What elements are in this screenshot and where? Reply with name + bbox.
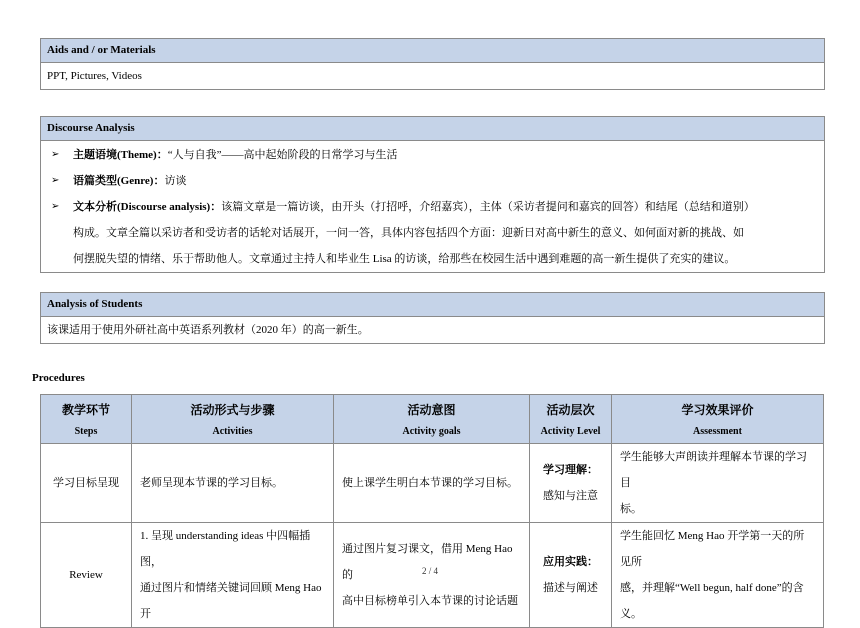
discourse-item-genre bbox=[47, 168, 818, 194]
arrow-bullet-icon: ➢ bbox=[51, 201, 60, 212]
cell-activities: 老师呈现本节课的学习目标。 bbox=[132, 444, 334, 523]
cell-activities: 1. 呈现 understanding ideas 中四幅插图， 通过图片和情绪关键词回顾 Meng Hao 开 bbox=[132, 523, 334, 628]
cell-assessment: 学生能回忆 Meng Hao 开学第一天的所见所 感，并理解“Well begun, half done”的含义。 bbox=[612, 523, 824, 628]
cell-step: Review bbox=[41, 523, 132, 628]
cell-level: 应用实践： 描述与阐述 bbox=[530, 523, 612, 628]
table-row bbox=[41, 444, 824, 523]
cell-goals: 通过图片复习课文，借用 Meng Hao 的 高中目标榜单引入本节课的讨论话题 bbox=[334, 523, 530, 628]
discourse-item-label: 主题语境(Theme)： bbox=[73, 149, 168, 161]
column-header-goals: 活动意图 Activity goals bbox=[334, 395, 530, 444]
students-body: 该课适用于使用外研社高中英语系列教材（2020 年）的高一新生。 bbox=[47, 324, 369, 336]
cell-step: 学习目标呈现 bbox=[41, 444, 132, 523]
cell-goals: 使上课学生明白本节课的学习目标。 bbox=[334, 444, 530, 523]
column-header-steps: 教学环节 Steps bbox=[41, 395, 132, 444]
discourse-item-text: “人与自我”——高中起始阶段的日常学习与生活 bbox=[167, 149, 398, 161]
discourse-item-analysis bbox=[47, 194, 818, 220]
page-number: 2 / 4 bbox=[421, 566, 438, 576]
discourse-body bbox=[41, 141, 824, 272]
discourse-item-theme bbox=[47, 142, 818, 168]
column-header-level: 活动层次 Activity Level bbox=[530, 395, 612, 444]
discourse-item-label: 文本分析(Discourse analysis)： bbox=[73, 201, 222, 213]
discourse-analysis-continued: 构成。文章全篇以采访者和受访者的话轮对话展开，一问一答，具体内容包括四个方面：迎新日对高中新生的意义、如何面对新的挑战、如 bbox=[73, 227, 744, 239]
students-title: Analysis of Students bbox=[41, 293, 824, 317]
aids-title: Aids and / or Materials bbox=[41, 39, 824, 63]
column-header-assessment: 学习效果评价 Assessment bbox=[612, 395, 824, 444]
column-header-activities: 活动形式与步骤 Activities bbox=[132, 395, 334, 444]
students-section bbox=[40, 292, 825, 344]
discourse-item-label: 语篇类型(Genre)： bbox=[73, 175, 165, 187]
discourse-section bbox=[40, 116, 825, 273]
arrow-bullet-icon: ➢ bbox=[51, 149, 60, 160]
arrow-bullet-icon: ➢ bbox=[51, 175, 60, 186]
table-header-row bbox=[41, 395, 824, 444]
discourse-analysis-continued: 何摆脱失望的情绪、乐于帮助他人。文章通过主持人和毕业生 Lisa 的访谈，给那些在校园生活中遇到难题的高一新生提供了充实的建议。 bbox=[73, 253, 736, 265]
discourse-item-text: 访谈 bbox=[164, 175, 187, 187]
procedures-table bbox=[40, 394, 824, 628]
discourse-item-text: 该篇文章是一篇访谈，由开头（打招呼，介绍嘉宾），主体（采访者提问和嘉宾的回答）和结尾（总结和道别） bbox=[221, 201, 755, 213]
aids-body: PPT, Pictures, Videos bbox=[47, 70, 142, 82]
cell-level: 学习理解： 感知与注意 bbox=[530, 444, 612, 523]
procedures-title: Procedures bbox=[32, 372, 85, 384]
discourse-title: Discourse Analysis bbox=[41, 117, 824, 141]
aids-section bbox=[40, 38, 825, 90]
cell-assessment: 学生能够大声朗读并理解本节课的学习目 标。 bbox=[612, 444, 824, 523]
